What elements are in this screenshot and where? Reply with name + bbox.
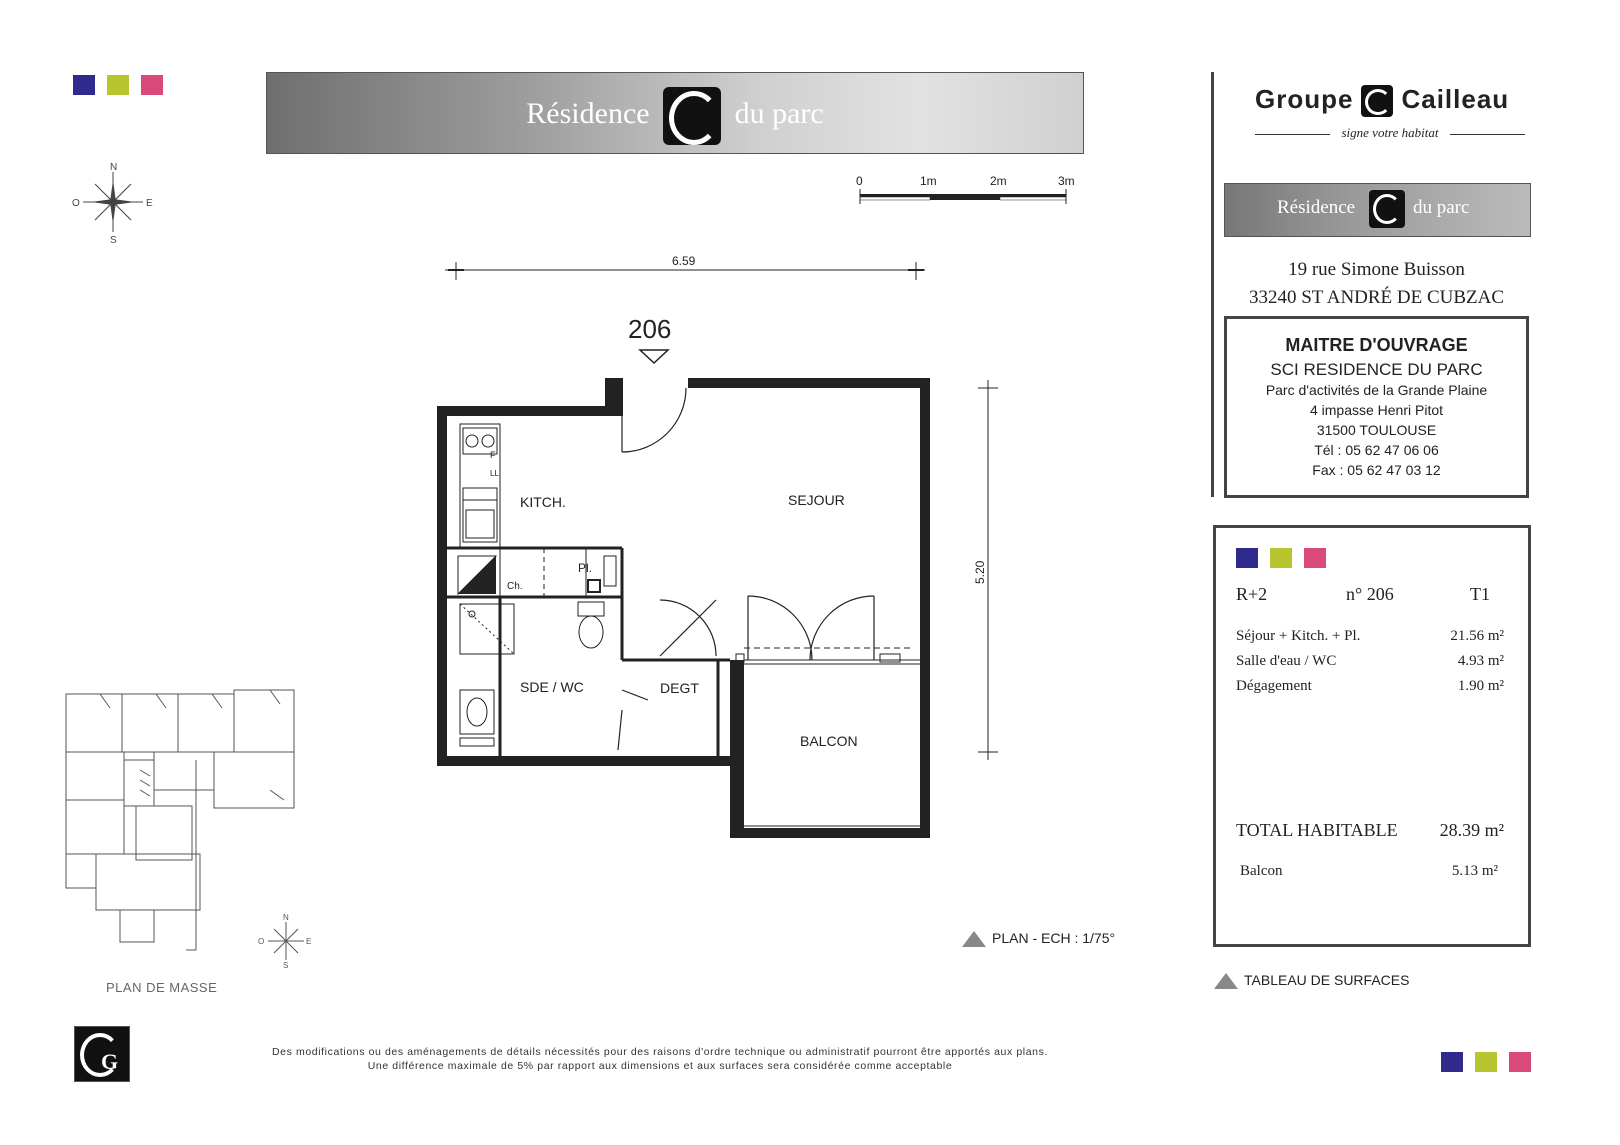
residence-banner-logo-icon — [1369, 190, 1405, 228]
compass-rose-icon — [68, 160, 158, 245]
color-square-lime — [107, 75, 129, 95]
residence-banner-right: du parc — [1413, 197, 1470, 218]
residence-banner-left: Résidence — [1277, 197, 1356, 218]
height-dimension: 5.20 — [973, 560, 987, 584]
label-chauffe-eau: Ch. — [507, 581, 523, 592]
surf-balcon-row — [1240, 863, 1498, 880]
mo-tel: Tél : 05 62 47 06 06 — [1314, 442, 1439, 458]
surfaces-triangle-icon — [1214, 973, 1238, 989]
banner-right-word: du parc — [734, 96, 824, 130]
mo-fax: Fax : 05 62 47 03 12 — [1312, 462, 1441, 478]
address — [1224, 256, 1529, 312]
room-balcon: BALCON — [800, 733, 858, 749]
color-square-pink — [141, 75, 163, 95]
disclaimer — [200, 1045, 1120, 1073]
address-line1: 19 rue Simone Buisson — [1288, 259, 1465, 280]
mo-company: SCI RESIDENCE DU PARC — [1270, 360, 1483, 379]
mo-line2: 4 impasse Henri Pitot — [1309, 402, 1444, 418]
brand-right: Cailleau — [1401, 84, 1510, 114]
surf-row-0-value: 21.56 m² — [1450, 628, 1504, 644]
label-placard: Pl. — [578, 561, 593, 575]
room-degt: DEGT — [660, 680, 699, 696]
surf-row-2 — [1236, 678, 1504, 695]
surf-row-1-label: Salle d'eau / WC — [1236, 653, 1337, 669]
surf-square-blue — [1236, 548, 1258, 568]
mass-compass-n: N — [283, 913, 289, 922]
mass-plan-compass-icon — [256, 912, 316, 968]
vertical-divider — [1211, 72, 1214, 497]
brand-logo-icon — [1361, 85, 1393, 117]
residence-banner — [1224, 183, 1531, 237]
surf-row-0 — [1236, 628, 1504, 645]
scale-label-0: 0 — [856, 174, 863, 188]
mo-title: MAITRE D'OUVRAGE — [1285, 335, 1468, 355]
mass-compass-e: E — [306, 937, 312, 946]
surf-balcon-value: 5.13 m² — [1451, 863, 1498, 879]
room-sejour: SEJOUR — [788, 492, 845, 508]
fixture-lave-linge: LL — [490, 469, 499, 478]
color-square-lime-bottom — [1475, 1052, 1497, 1072]
mo-line1: Parc d'activités de la Grande Plaine — [1265, 382, 1488, 398]
surfaces-caption-text: TABLEAU DE SURFACES — [1244, 972, 1410, 988]
surf-total-value: 28.39 m² — [1439, 820, 1504, 840]
surf-level: R+2 — [1236, 584, 1268, 604]
brand-tagline: signe votre habitat — [1255, 125, 1525, 141]
banner-left-word: Résidence — [526, 96, 650, 130]
surf-total-label: TOTAL HABITABLE — [1236, 820, 1398, 840]
surf-square-lime — [1270, 548, 1292, 568]
color-square-blue-bottom — [1441, 1052, 1463, 1072]
surf-total-row — [1236, 820, 1504, 841]
scale-bar — [850, 172, 1080, 212]
plan-caption-text: PLAN - ECH : 1/75° — [992, 930, 1116, 946]
disclaimer-line1: Des modifications ou des aménagements de détails nécessités pour des raisons d'ordre technique ou administratif pourront être apportés aux plans. — [272, 1046, 1048, 1058]
color-square-blue — [73, 75, 95, 95]
compass-e: E — [146, 198, 153, 209]
room-kitchen: KITCH. — [520, 494, 566, 510]
surf-header-row — [1236, 584, 1504, 605]
plan-caption — [962, 930, 1115, 947]
brand-left: Groupe — [1255, 84, 1354, 114]
triangle-icon — [962, 931, 986, 947]
fixture-frigo: F — [490, 450, 496, 460]
mass-compass-o: O — [258, 937, 265, 946]
unit-number: 206 — [628, 314, 672, 344]
compass-n: N — [110, 162, 118, 173]
surf-balcon-label: Balcon — [1240, 863, 1283, 879]
scale-label-2: 2m — [990, 174, 1007, 188]
surf-row-0-label: Séjour + Kitch. + Pl. — [1236, 628, 1361, 644]
surf-row-1 — [1236, 653, 1504, 670]
logo-bottom-letter: G — [101, 1049, 119, 1074]
room-sde-wc: SDE / WC — [520, 679, 584, 695]
surf-row-1-value: 4.93 m² — [1457, 653, 1504, 669]
surf-row-2-value: 1.90 m² — [1457, 678, 1504, 694]
scale-label-1: 1m — [920, 174, 937, 188]
cg-logo-bottom-icon — [74, 1026, 130, 1082]
surf-square-pink — [1304, 548, 1326, 568]
address-line2: 33240 ST ANDRÉ DE CUBZAC — [1248, 287, 1505, 308]
surfaces-caption — [1214, 972, 1409, 989]
header-banner — [266, 72, 1084, 154]
maitre-ouvrage-box — [1224, 316, 1529, 498]
mass-compass-s: S — [283, 961, 289, 968]
cg-logo-icon — [663, 87, 721, 145]
brand-name — [1255, 84, 1509, 117]
width-dimension: 6.59 — [672, 254, 696, 268]
floor-plan — [420, 240, 1010, 840]
disclaimer-line2: Une différence maximale de 5% par rapport aux dimensions et aux surfaces sera considérée comme acceptable — [367, 1060, 953, 1072]
compass-s: S — [110, 235, 117, 245]
mo-line3: 31500 TOULOUSE — [1316, 422, 1437, 438]
surf-number: n° 206 — [1346, 584, 1394, 604]
mass-plan-caption: PLAN DE MASSE — [106, 980, 218, 995]
scale-label-3: 3m — [1058, 174, 1075, 188]
color-square-pink-bottom — [1509, 1052, 1531, 1072]
surf-row-2-label: Dégagement — [1236, 678, 1312, 694]
surf-type: T1 — [1470, 584, 1490, 604]
surfaces-table — [1213, 525, 1531, 947]
compass-o: O — [72, 198, 80, 209]
